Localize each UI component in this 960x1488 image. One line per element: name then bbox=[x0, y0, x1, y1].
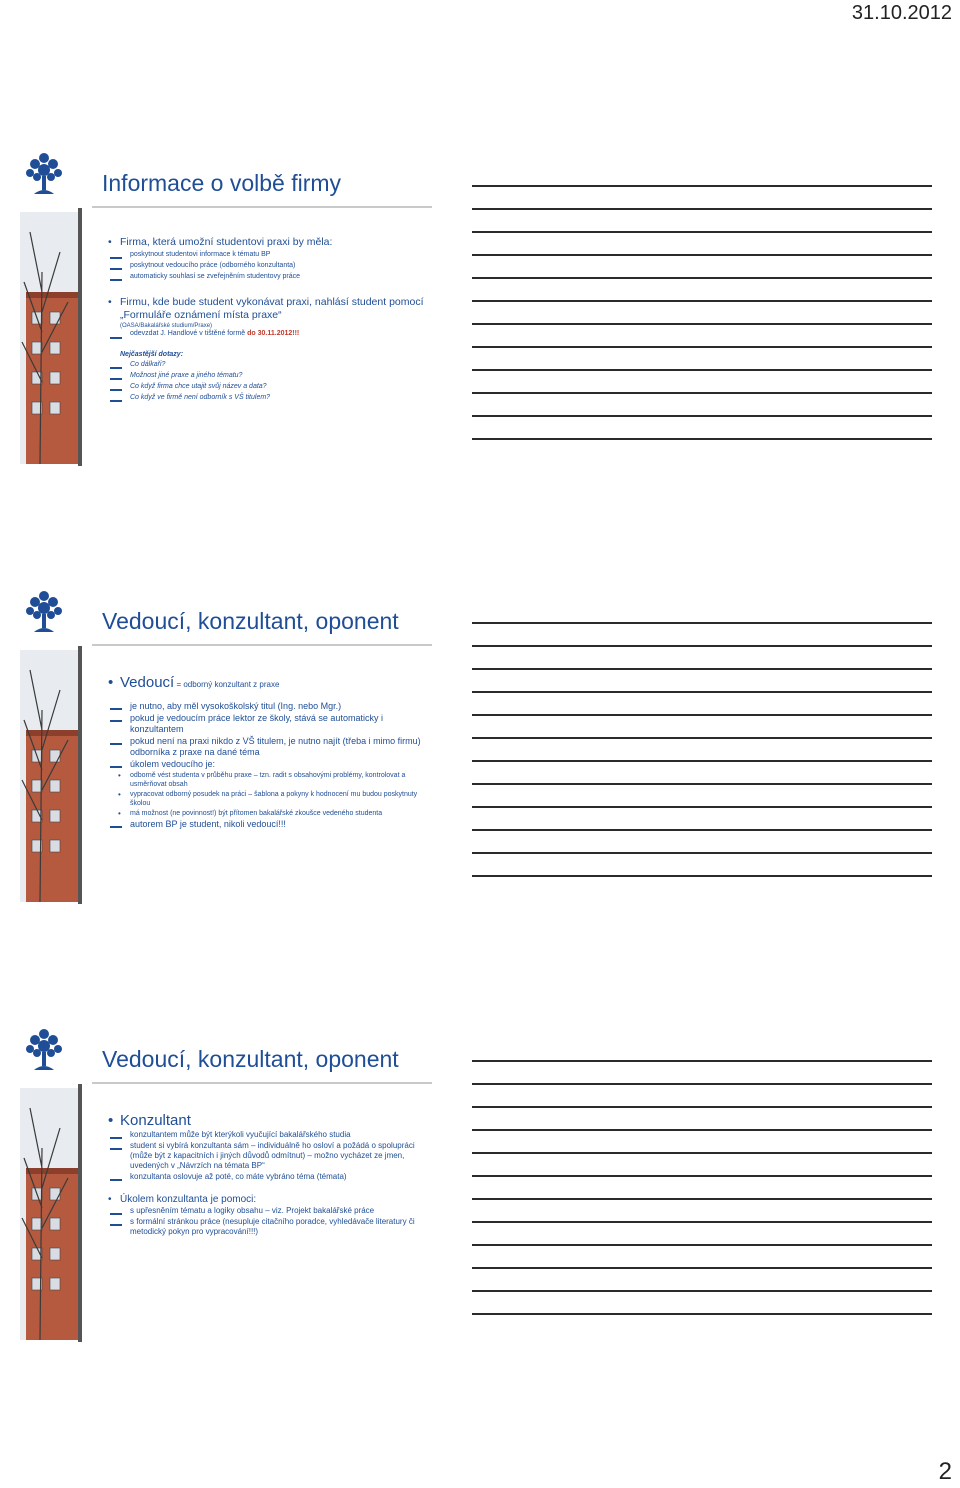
list-item: konzultanta oslovuje až poté, co máte vybráno téma (témata) bbox=[108, 1172, 426, 1182]
faq-list bbox=[108, 360, 426, 403]
note-line bbox=[472, 185, 932, 187]
note-line bbox=[472, 300, 932, 302]
note-line bbox=[472, 415, 932, 417]
notes-lines-1 bbox=[472, 185, 932, 461]
note-text: (OASA/Bakalářské studium/Praxe) bbox=[120, 323, 213, 329]
list-item: • Firmu, kde bude student vykonávat praxi, nahlásí student pomocí „Formuláře oznámení místa praxe“ bbox=[108, 296, 426, 322]
slide-1 bbox=[20, 148, 432, 466]
note-line bbox=[472, 1198, 932, 1200]
note-line bbox=[472, 392, 932, 394]
note-line bbox=[472, 714, 932, 716]
note-line bbox=[472, 875, 932, 877]
note-line bbox=[472, 1106, 932, 1108]
list-item: úkolem vedoucího je: bbox=[108, 759, 426, 770]
slide-3 bbox=[20, 1024, 432, 1342]
slide-content bbox=[108, 668, 426, 900]
lead-item bbox=[108, 674, 426, 691]
list-item: • vypracovat odborný posudek na práci – šablona a pokyny k hodnocení mu budou poskytnuty školou bbox=[108, 790, 426, 808]
list-item: • odborně vést studenta v průběhu praxe – tzn. radit s obsahovými problémy, kontrolovat a usměrňovat obsah bbox=[108, 771, 426, 789]
note-line bbox=[472, 645, 932, 647]
slide-content bbox=[108, 230, 426, 462]
note-line bbox=[472, 829, 932, 831]
note-line bbox=[472, 1175, 932, 1177]
note-line bbox=[472, 760, 932, 762]
note-line bbox=[472, 783, 932, 785]
note-line bbox=[472, 346, 932, 348]
lead-item: • Konzultant bbox=[108, 1112, 426, 1129]
side-bar bbox=[78, 646, 82, 904]
faq-item: Co když firma chce utajit svůj název a data? bbox=[108, 382, 426, 392]
note-line bbox=[472, 254, 932, 256]
note-line bbox=[472, 277, 932, 279]
list-item: pokud je vedoucím práce lektor ze školy, stává se automaticky i konzultantem bbox=[108, 713, 426, 735]
note-line bbox=[472, 1221, 932, 1223]
notes-lines-3 bbox=[472, 1060, 932, 1336]
note-line bbox=[472, 369, 932, 371]
list-item: s formální stránkou práce (nesupluje citačního poradce, vyhledávače literatury či metodický pokyn pro vypracování!!!) bbox=[108, 1217, 426, 1237]
note-line bbox=[472, 806, 932, 808]
title-rule bbox=[92, 644, 432, 646]
faq-item: Co když ve firmě není odborník s VŠ titulem? bbox=[108, 393, 426, 403]
list-item: konzultantem může být kterýkoli vyučující bakalářského studia bbox=[108, 1130, 426, 1140]
list-item: autorem BP je student, nikoli vedoucí!!! bbox=[108, 819, 426, 830]
list-item: poskytnout studentovi informace k tématu BP bbox=[108, 250, 426, 260]
note-line bbox=[472, 1290, 932, 1292]
title-rule bbox=[92, 1082, 432, 1084]
note-line bbox=[472, 323, 932, 325]
list-item: • má možnost (ne povinnost!) být přítomen bakalářské zkoušce vedeného studenta bbox=[108, 809, 426, 818]
list-item: • Firma, která umožní studentovi praxi by měla: bbox=[108, 236, 426, 249]
side-bar bbox=[78, 1084, 82, 1342]
page-date: 31.10.2012 bbox=[851, 2, 952, 24]
faq-title: Nejčastější dotazy: bbox=[120, 351, 184, 358]
note-line bbox=[472, 1129, 932, 1131]
list-item: automaticky souhlasí se zveřejněním studentovy práce bbox=[108, 272, 426, 282]
notes-lines-2 bbox=[472, 622, 932, 898]
deadline-date: do 30.11.2012!!! bbox=[247, 330, 300, 337]
page-number: 2 bbox=[938, 1458, 952, 1485]
list-item: pokud není na praxi nikdo z VŠ titulem, je nutno najít (třeba i mimo firmu) odborníka z praxe na dané téma bbox=[108, 736, 426, 758]
title-rule bbox=[92, 206, 432, 208]
building-photo bbox=[20, 1088, 78, 1340]
deadline-item bbox=[108, 330, 426, 337]
lead-suffix: = odborný konzultant z praxe bbox=[174, 680, 280, 689]
deadline-text: odevzdat J. Handlové v tištěné formě bbox=[130, 330, 248, 337]
faq-item: Možnost jiné praxe a jiného tématu? bbox=[108, 371, 426, 381]
note-line bbox=[472, 208, 932, 210]
tree-logo-icon bbox=[22, 148, 66, 198]
slide-content bbox=[108, 1106, 426, 1338]
list-item: poskytnout vedoucího práce (odborného konzultanta) bbox=[108, 261, 426, 271]
faq-item: Co dálkaři? bbox=[108, 360, 426, 370]
note-line bbox=[472, 1313, 932, 1315]
list-item: s upřesněním tématu a logiky obsahu – viz. Projekt bakalářské práce bbox=[108, 1206, 426, 1216]
note-line bbox=[472, 1244, 932, 1246]
slide-title: Vedoucí, konzultant, oponent bbox=[102, 1046, 399, 1072]
note-line bbox=[472, 1267, 932, 1269]
list-item: je nutno, aby měl vysokoškolský titul (Ing. nebo Mgr.) bbox=[108, 701, 426, 712]
note-line bbox=[472, 668, 932, 670]
note-line bbox=[472, 1152, 932, 1154]
note-line bbox=[472, 852, 932, 854]
note-line bbox=[472, 231, 932, 233]
slide-title: Informace o volbě firmy bbox=[102, 170, 342, 196]
tree-logo-icon bbox=[22, 586, 66, 636]
side-bar bbox=[78, 208, 82, 466]
building-photo bbox=[20, 212, 78, 464]
list-item: student si vybírá konzultanta sám – individuálně ho osloví a požádá o spolupráci (může být z kapacitních i jiných důvodů odmítnut) – možno vycházet ze jmen, uvedených v „Návrzích na témata BP“ bbox=[108, 1141, 426, 1171]
slide-title: Vedoucí, konzultant, oponent bbox=[102, 608, 399, 634]
list-item: • Úkolem konzultanta je pomoci: bbox=[108, 1194, 426, 1205]
lead-label: Vedoucí bbox=[120, 674, 175, 691]
note-line bbox=[472, 1060, 932, 1062]
note-line bbox=[472, 1083, 932, 1085]
note-line bbox=[472, 691, 932, 693]
note-line bbox=[472, 737, 932, 739]
note-line bbox=[472, 438, 932, 440]
tree-logo-icon bbox=[22, 1024, 66, 1074]
building-photo bbox=[20, 650, 78, 902]
note-line bbox=[472, 622, 932, 624]
slide-2 bbox=[20, 586, 432, 904]
